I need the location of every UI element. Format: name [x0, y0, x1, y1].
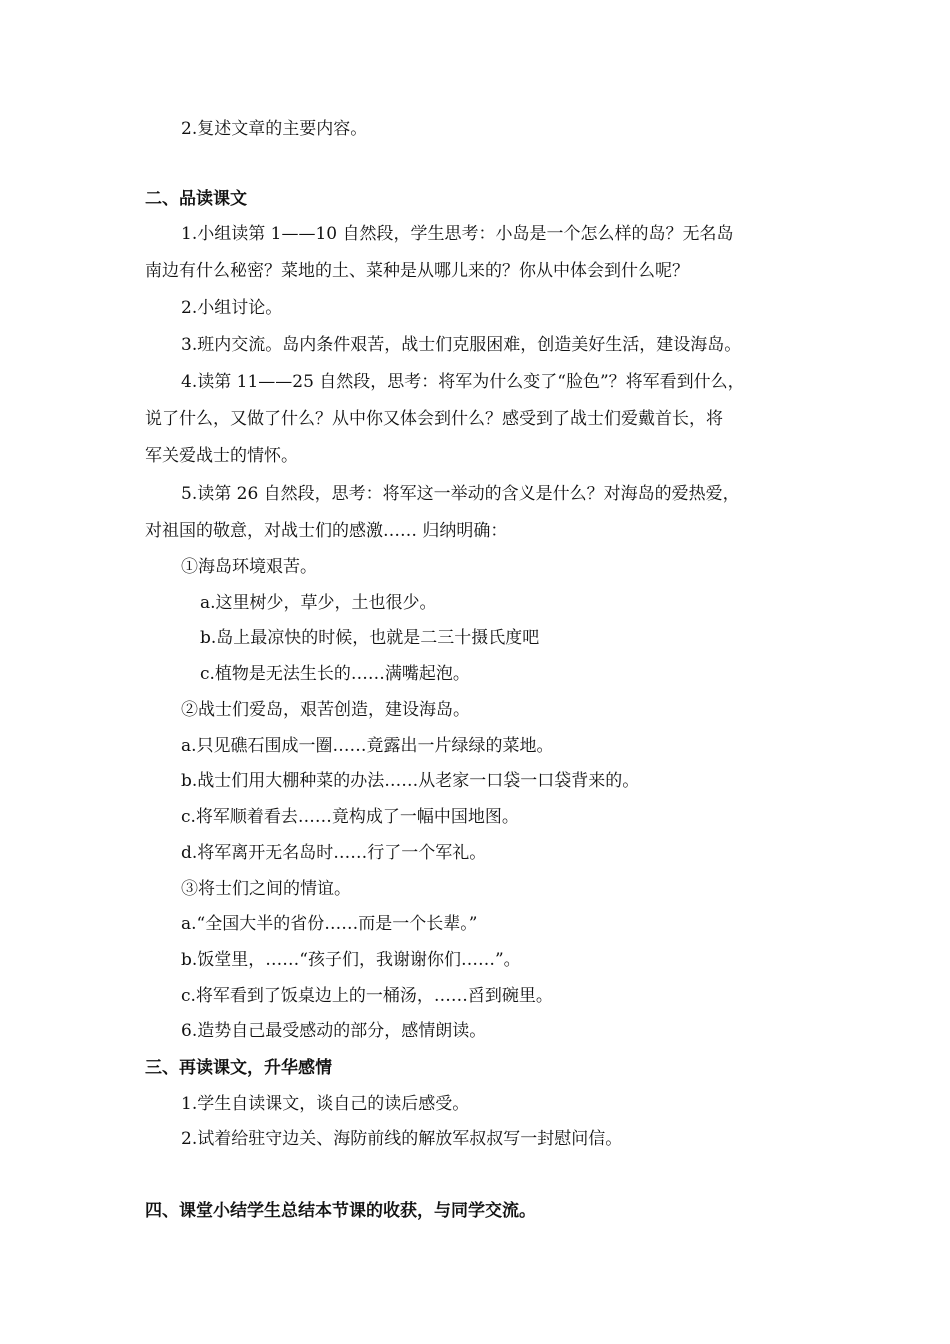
- paragraph-line: 6.造势自己最受感动的部分，感情朗读。: [181, 1021, 487, 1041]
- paragraph-line: 南边有什么秘密？菜地的土、菜种是从哪儿来的？你从中体会到什么呢？: [145, 261, 689, 281]
- paragraph-line: 2.小组讨论。: [181, 298, 283, 318]
- section-heading: 四、课堂小结学生总结本节课的收获，与同学交流。: [145, 1201, 536, 1221]
- list-heading: ③将士们之间的情谊。: [181, 879, 351, 899]
- list-item: b.岛上最凉快的时候，也就是二三十摄氏度吧: [200, 628, 540, 648]
- list-item: c.将军看到了饭桌边上的一桶汤，……舀到碗里。: [181, 986, 553, 1006]
- section-heading: 二、品读课文: [145, 189, 247, 209]
- list-item: d.将军离开无名岛时……行了一个军礼。: [181, 843, 487, 863]
- paragraph-line: 军关爱战士的情怀。: [145, 446, 298, 466]
- paragraph-line: 5.读第 26 自然段，思考：将军这一举动的含义是什么？对海岛的爱热爱，: [181, 484, 740, 504]
- list-heading: ①海岛环境艰苦。: [181, 557, 317, 577]
- list-item: a.这里树少，草少，土也很少。: [200, 593, 437, 613]
- paragraph-line: 2.试着给驻守边关、海防前线的解放军叔叔写一封慰问信。: [181, 1129, 623, 1149]
- paragraph-line: 说了什么，又做了什么？从中你又体会到什么？感受到了战士们爱戴首长，将: [145, 409, 723, 429]
- paragraph-line: 1.学生自读课文，谈自己的读后感受。: [181, 1094, 470, 1114]
- paragraph-line: 对祖国的敬意，对战士们的感激…… 归纳明确：: [145, 521, 508, 541]
- list-item: a.“全国大半的省份……而是一个长辈。”: [181, 914, 478, 934]
- paragraph-line: 2.复述文章的主要内容。: [181, 119, 368, 139]
- paragraph-line: 3.班内交流。岛内条件艰苦，战士们克服困难，创造美好生活，建设海岛。: [181, 335, 742, 355]
- list-item: b.饭堂里，……“孩子们，我谢谢你们……”。: [181, 950, 521, 970]
- paragraph-line: 1.小组读第 1——10 自然段，学生思考：小岛是一个怎么样的岛？无名岛: [181, 224, 734, 244]
- paragraph-line: 4.读第 11——25 自然段，思考：将军为什么变了“脸色”？将军看到什么，: [181, 372, 745, 392]
- section-heading: 三、再读课文，升华感情: [145, 1058, 332, 1078]
- list-heading: ②战士们爱岛，艰苦创造，建设海岛。: [181, 700, 470, 720]
- list-item: b.战士们用大棚种菜的办法……从老家一口袋一口袋背来的。: [181, 771, 640, 791]
- list-item: c.植物是无法生长的……满嘴起泡。: [200, 664, 470, 684]
- list-item: c.将军顺着看去……竟构成了一幅中国地图。: [181, 807, 519, 827]
- list-item: a.只见礁石围成一圈……竟露出一片绿绿的菜地。: [181, 736, 554, 756]
